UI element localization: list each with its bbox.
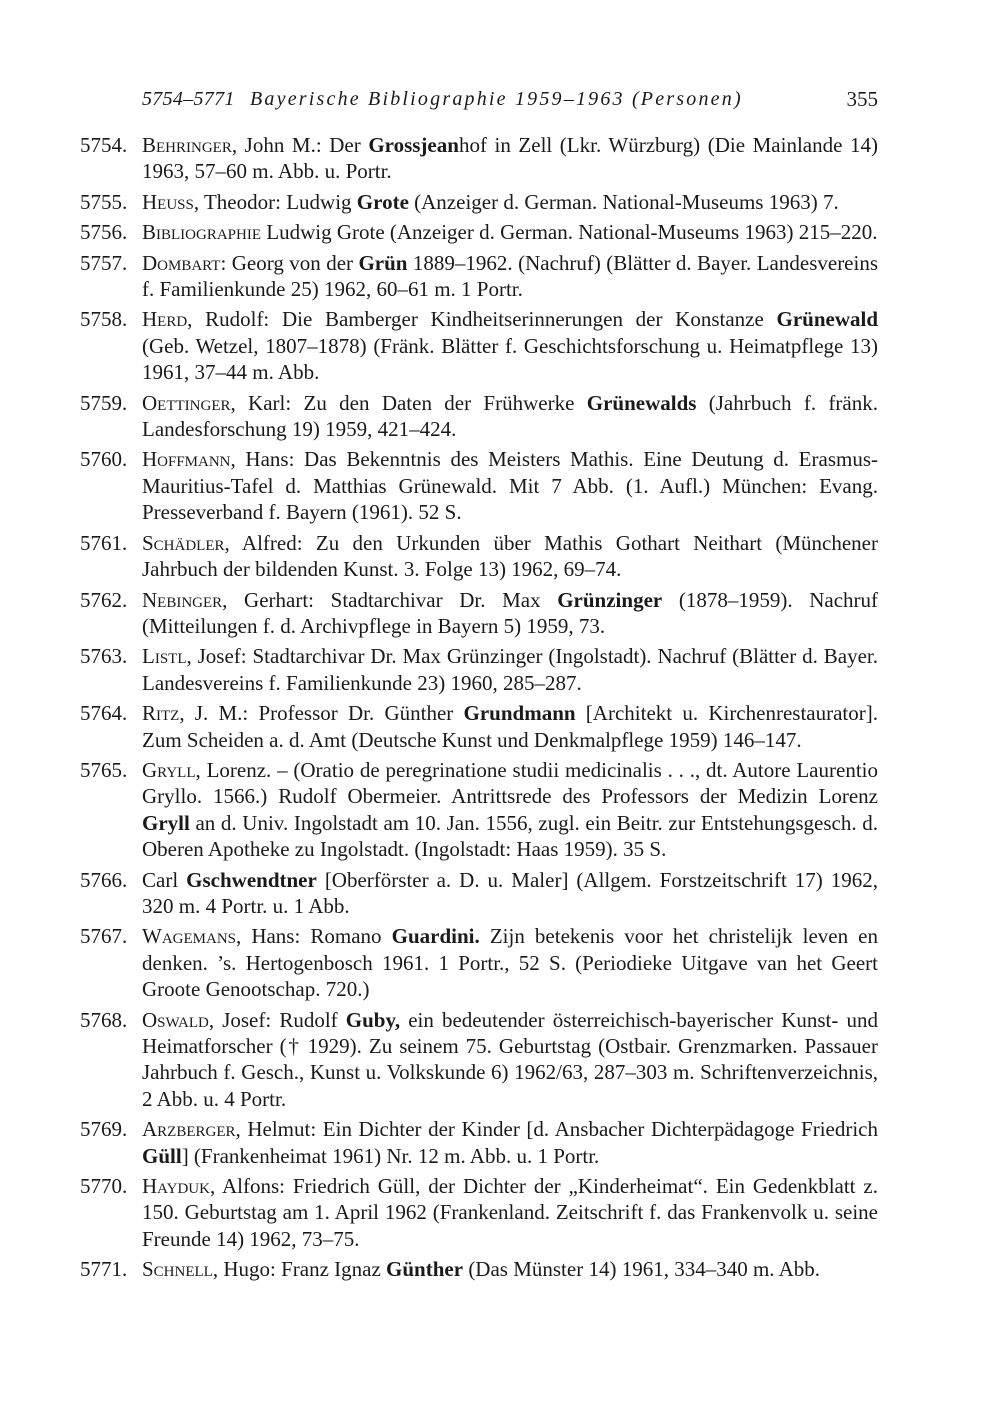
entry-number: 5767. bbox=[80, 924, 128, 949]
subject-name: Gschwendtner bbox=[186, 867, 317, 892]
subject-name: Grote bbox=[356, 189, 409, 214]
entry-list bbox=[80, 132, 879, 1287]
entry-text: hof in Zell (Lkr. Würzburg) (Die Mainlande 14) 1963, 57–60 m. Abb. u. Portr. bbox=[142, 133, 878, 184]
entry-number: 5771. bbox=[80, 1257, 128, 1282]
bibliography-entry bbox=[80, 1256, 878, 1282]
running-head bbox=[142, 84, 878, 114]
entry-text: , Rudolf: Die Bamberger Kindheitserinnerungen der Konstanze bbox=[187, 307, 777, 332]
subject-name: Günther bbox=[386, 1257, 464, 1282]
author-surname: Behringer bbox=[142, 133, 232, 157]
subject-name: Grossjean bbox=[368, 133, 459, 157]
bibliography-entry bbox=[80, 189, 878, 215]
author-surname: Arzberger bbox=[142, 1117, 236, 1142]
bibliography-entry bbox=[80, 1173, 878, 1252]
subject-name: Güll bbox=[142, 1143, 182, 1168]
entry-number: 5769. bbox=[80, 1117, 128, 1142]
entry-text: (Anzeiger d. German. National-Museums 1963) 7. bbox=[408, 189, 839, 214]
entry-range: 5754–5771 bbox=[142, 88, 235, 110]
entry-number: 5770. bbox=[80, 1174, 128, 1199]
entry-text: , Theodor: Ludwig bbox=[193, 189, 357, 214]
subject-name: Guby, bbox=[345, 1007, 401, 1032]
entry-number: 5761. bbox=[80, 530, 128, 555]
entry-number: 5758. bbox=[80, 307, 128, 332]
entry-number: 5759. bbox=[80, 390, 128, 415]
author-surname: Schnell bbox=[142, 1257, 213, 1282]
author-surname: Oswald bbox=[142, 1007, 209, 1032]
entry-text: , Gerhart: Stadtarchivar Dr. Max bbox=[222, 587, 558, 612]
author-surname: Ritz bbox=[142, 701, 180, 726]
bibliography-entry bbox=[80, 446, 878, 525]
entry-text: , Hans: Romano bbox=[236, 924, 392, 949]
bibliography-entry bbox=[80, 250, 879, 303]
subject-name: Grünzinger bbox=[557, 587, 663, 612]
bibliography-entry bbox=[80, 530, 878, 583]
subject-name: Grundmann bbox=[463, 701, 576, 726]
entry-number: 5757. bbox=[80, 250, 128, 275]
entry-number: 5762. bbox=[80, 587, 128, 612]
bibliography-entry bbox=[80, 1116, 878, 1169]
entry-number: 5755. bbox=[80, 189, 128, 214]
entry-number: 5766. bbox=[80, 867, 128, 892]
bibliography-entry bbox=[80, 132, 878, 185]
bibliography-entry bbox=[80, 923, 879, 1002]
entry-text: , Lorenz. – (Oratio de peregrinatione studii medicinalis . . ., dt. Autore Laurentio Gryllo. 1566.) Rudolf Obermeier. Antrittsrede des Professors der Medizin Lorenz bbox=[142, 757, 878, 809]
author-surname: Dombart bbox=[142, 250, 221, 275]
entry-text: (Geb. Wetzel, 1807–1878) (Fränk. Blätter f. Geschichtsforschung u. Heimatpflege 13) 1961, 37–44 m. Abb. bbox=[142, 333, 878, 385]
author-surname: Nebinger bbox=[142, 587, 223, 612]
entry-text: , J. M.: Professor Dr. Günther bbox=[179, 701, 464, 726]
page-number: 355 bbox=[846, 87, 878, 111]
bibliography-entry bbox=[80, 219, 878, 245]
bibliography-entry bbox=[80, 587, 878, 640]
subject-name: Grünewald bbox=[776, 307, 878, 332]
bibliography-entry bbox=[80, 700, 878, 753]
author-surname: Wagemans bbox=[142, 924, 236, 949]
entry-number: 5765. bbox=[80, 757, 128, 782]
subject-name: Gryll bbox=[142, 810, 190, 835]
entry-text: 1889–1962. (Nachruf) (Blätter d. Bayer. Landesvereins f. Familienkunde 25) 1962, 60–61 m. 1 Portr. bbox=[142, 250, 879, 302]
entry-text: ] (Frankenheimat 1961) Nr. 12 m. Abb. u. 1 Portr. bbox=[181, 1143, 600, 1168]
entry-text: Carl bbox=[142, 867, 187, 892]
entry-text: Ludwig Grote (Anzeiger d. German. National-Museums 1963) 215–220. bbox=[261, 220, 878, 245]
author-surname: Hoffmann bbox=[142, 447, 231, 472]
entry-number: 5768. bbox=[80, 1007, 128, 1032]
author-surname: Listl bbox=[142, 644, 187, 669]
entry-number: 5760. bbox=[80, 447, 128, 472]
entry-text: Zijn betekenis voor het christelijk leven en denken. ’s. Hertogenbosch 1961. 1 Portr., 52 S. (Periodieke Uitgave van het Geert Groote Genootschap. 720.) bbox=[142, 924, 879, 1002]
author-surname: Gryll bbox=[142, 757, 196, 782]
subject-name: Grünewalds bbox=[586, 390, 697, 415]
entry-text: [Architekt u. Kirchenrestaurator]. Zum Scheiden a. d. Amt (Deutsche Kunst und Denkmalpflege 1959) 146–147. bbox=[142, 701, 878, 752]
entry-number: 5763. bbox=[80, 644, 128, 669]
entry-text: , Karl: Zu den Daten der Frühwerke bbox=[230, 390, 587, 415]
entry-text: , Hugo: Franz Ignaz bbox=[212, 1257, 387, 1282]
entry-number: 5754. bbox=[80, 133, 128, 157]
entry-text: , John M.: Der bbox=[231, 133, 369, 157]
entry-text: , Hans: Das Bekenntnis des Meisters Mathis. Eine Deutung d. Erasmus-Mauritius-Tafel d. Matthias Grünewald. Mit 7 Abb. (1. Aufl.) München: Evang. Presseverband f. Bayern (1961). 52 S. bbox=[142, 447, 878, 525]
entry-text: an d. Univ. Ingolstadt am 10. Jan. 1556, zugl. ein Beitr. zur Entstehungsgesch. d. Oberen Apotheke zu Ingolstadt. (Ingolstadt: Haas 1959). 35 S. bbox=[142, 810, 878, 862]
author-surname: Oettinger bbox=[142, 390, 231, 415]
author-surname: Schädler bbox=[142, 530, 225, 555]
author-surname: Bibliographie bbox=[142, 220, 261, 245]
running-head-title: Bayerische Bibliographie 1959–1963 (Personen) bbox=[250, 88, 743, 110]
author-surname: Herd bbox=[142, 307, 188, 332]
entry-text: (1878–1959). Nachruf (Mitteilungen f. d. Archivpflege in Bayern 5) 1959, 73. bbox=[142, 587, 878, 638]
subject-name: Guardini. bbox=[391, 924, 480, 949]
entry-text: (Das Münster 14) 1961, 334–340 m. Abb. bbox=[463, 1257, 821, 1282]
bibliography-entry bbox=[80, 643, 878, 696]
bibliography-entry bbox=[80, 757, 878, 863]
entry-text: , Helmut: Ein Dichter der Kinder [d. Ansbacher Dichterpädagoge Friedrich bbox=[235, 1117, 878, 1142]
author-surname: Hayduk bbox=[142, 1174, 210, 1199]
author-surname: Heuss bbox=[142, 189, 194, 214]
entry-number: 5756. bbox=[80, 220, 128, 245]
entry-text: , Alfred: Zu den Urkunden über Mathis Gothart Neithart (Münchener Jahrbuch der bildenden Kunst. 3. Folge 13) 1962, 69–74. bbox=[142, 530, 878, 582]
entry-text: : Georg von der bbox=[220, 250, 359, 275]
bibliography-entry bbox=[80, 867, 879, 920]
bibliography-entry bbox=[80, 390, 878, 443]
bibliography-entry bbox=[80, 306, 878, 385]
entry-number: 5764. bbox=[80, 701, 128, 726]
entry-text: , Josef: Stadtarchivar Dr. Max Grünzinger (Ingolstadt). Nachruf (Blätter d. Bayer. Landesvereins f. Familienkunde 23) 1960, 285–287. bbox=[142, 644, 878, 695]
bibliography-entry bbox=[80, 1007, 878, 1113]
entry-text: , Josef: Rudolf bbox=[208, 1007, 346, 1032]
entry-text: ein bedeutender österreichisch-bayerischer Kunst- und Heimatforscher († 1929). Zu seinem 75. Geburtstag (Ostbair. Grenzmarken. Passauer Jahrbuch f. Gesch., Kunst u. Volkskunde 6) 1962/63, 287–303 m. Schriftenverzeichnis, 2 Abb. u. 4 Portr. bbox=[142, 1007, 878, 1111]
subject-name: Grün bbox=[358, 250, 408, 275]
entry-text: , Alfons: Friedrich Güll, der Dichter der „Kinderheimat“. Ein Gedenkblatt z. 150. Geburtstag am 1. April 1962 (Frankenland. Zeitschrift f. das Frankenvolk u. seine Freunde 14) 1962, 73–75. bbox=[142, 1174, 878, 1251]
entry-text: (Jahrbuch f. fränk. Landesforschung 19) 1959, 421–424. bbox=[142, 390, 878, 442]
entry-text: [Oberförster a. D. u. Maler] (Allgem. Forstzeitschrift 17) 1962, 320 m. 4 Portr. u. 1 Abb. bbox=[142, 867, 879, 918]
